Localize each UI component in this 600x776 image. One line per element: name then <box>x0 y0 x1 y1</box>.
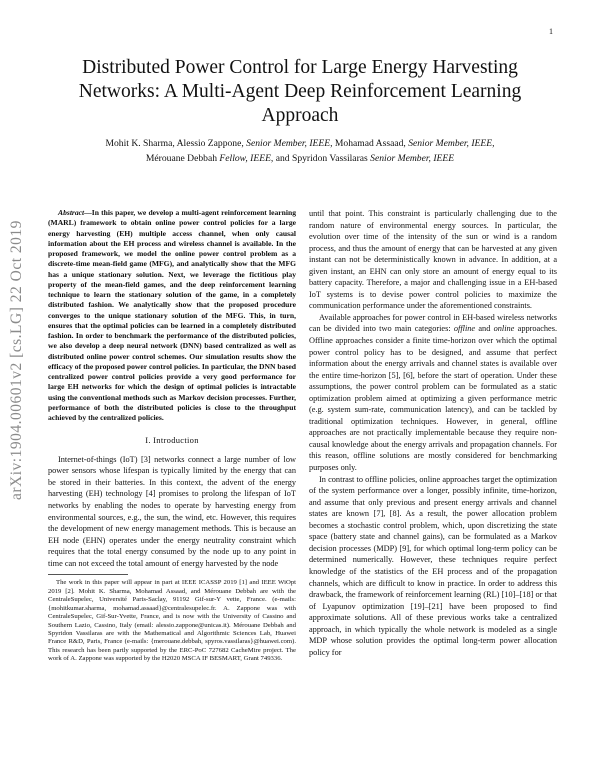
author-affil-2: Senior Member, IEEE, <box>408 138 495 149</box>
right-column <box>309 208 557 658</box>
page-number: 1 <box>549 27 553 36</box>
intro-paragraph-1: Internet-of-things (IoT) [3] networks connect a large number of low power sensors whose lifespan is typically limited by the energy that can be stored in their batteries. In this context, the advent of the energy harvesting (EH) technology [4] promises to prolong the lifespan of IoT networks by enabling the nodes to operate by harvesting energy from environmental sources, e.g., the sun, the wind, etc. However, this requires the development of new energy management methods. This is because an EH node (EHN) operates under the energy neutrality constraint which requires that the total energy consumed by the node up to any point in time can not exceed the total amount of energy harvested by the node <box>48 454 296 568</box>
abstract-lead: Abstract <box>58 208 85 217</box>
footnote-divider <box>48 574 128 575</box>
section-heading-introduction: I. Introduction <box>145 435 199 446</box>
right-paragraph-3: In contrast to offline policies, online approaches target the optimization of the system performance over a longer, possibly infinite, time-horizon, and assume that only previous and present energy arrivals and channel states are known [7], [8]. As a result, the power allocation problem becomes a stochastic control problem, which, upon discretizing the state space (battery state and channel gains), can be formulated as a Markov decision processes (MDP) [9], for which optimal long-term policy can be determined numerically. However, these techniques require perfect knowledge of the statistics of the EH process and of the propagation channels, which are difficult to know in practice. In order to address this drawback, the framework of reinforcement learning (RL) [10]–[18] or that of Lyapunov optimization [19]–[21] have been proposed to find approximate solutions. All of these previous works take a centralized approach, in which typically the whole network is modeled as a single MDP whose solution provides the optimal long-term power allocation policy for <box>309 474 557 657</box>
abstract <box>48 208 296 423</box>
p2-start: Available approaches for power control in EH-based wireless networks can be divided into two main categories: <box>309 312 557 334</box>
author-affil-3: Fellow, IEEE, <box>219 153 274 164</box>
abstract-body: —In this paper, we develop a multi-agent reinforcement learning (MARL) framework to obtain online power control policies for a large energy harvesting (EH) multiple access channel, when only causal information about the EH process and wireless channel is available. In the proposed framework, we model the online power control problem as a discrete-time mean-field game (MFG), and analytically show that the MFG has a unique stationary solution. Next, we leverage the fictitious play property of the mean-field games, and the deep reinforcement learning technique to learn the stationary solution of the game, in a completely distributed fashion. We analytically show that the proposed procedure converges to the unique stationary solution of the MFG. This, in turn, ensures that the optimal policies can be learned in a completely distributed fashion. In order to benchmark the performance of the distributed policies, we also develop a deep neural network (DNN) based centralized as well as distributed online power control schemes. Our simulation results show the efficacy of the proposed power control policies. In particular, the DNN based centralized power control policies provide a very good performance for large EH networks for which the design of optimal policies is intractable using the conventional methods such as Markov decision processes. Further, performance of both the distributed policies is close to the throughput achieved by the centralized policies. <box>48 208 296 422</box>
arxiv-stamp-text: arXiv:1904.00601v2 [cs.LG] 22 Oct 2019 <box>8 220 25 500</box>
author-names-2: Mohamad Assaad, <box>334 138 406 149</box>
p2-online: online <box>493 324 515 334</box>
right-paragraph-2 <box>309 312 557 474</box>
author-affil-4: Senior Member, IEEE <box>370 153 455 164</box>
author-block <box>40 136 560 166</box>
p2-and: and <box>478 324 491 334</box>
left-column <box>48 208 296 664</box>
author-names-1: Mohit K. Sharma, Alessio Zappone, <box>105 138 244 149</box>
author-names-4: and Spyridon Vassilaras <box>275 153 368 164</box>
right-paragraph-1: until that point. This constraint is particularly challenging due to the random nature of environmental energy sources. In particular, the evolution over time of the intensity of the sun or wind is a random process, and thus the amount of energy that can be harvested at any given instant can not be deterministically known in advance. In addition, at a given instant, an EHN can only store an amount of energy equal to its battery capacity. Therefore, a major and challenging issue in a EH-based IoT systems is to devise power control policies to maximize the communication performance under the aforementioned constraints. <box>309 209 557 311</box>
author-names-3: Mérouane Debbah <box>145 153 218 164</box>
footnote: The work in this paper will appear in part at IEEE ICASSP 2019 [1] and IEEE WiOpt 2019 [2]. Mohit K. Sharma, Mohamad Assaad, and Mérouane Debbah are with the CentraleSupelec, Université Paris-Saclay, 91192 Gif-sur-Y vette, France. (e-mails: {mohitkumar.sharma, mohamad.assaad}@centralesupelec.fr. A. Zappone was with CentraleSupelec, Gif-Sur-Yvette, France, and is now with the University of Cassino and Southern Lazio, Cassino, Italy (email: alessio.zappone@unicas.it). Mérouane Debbah and Spyridon Vassilaras are with the Mathematical and Algorithmic Sciences Lab, Huawei France R&D, Paris, France (e-mails: {merouane.debbah, spyros.vassilaras}@huawei.com). This research has been partly supported by the ERC-PoC 727682 CacheMire project. The work of A. Zappone was supported by the H2020 MSCA IF BESMART, Grant 749336. <box>48 579 296 663</box>
author-line-1 <box>40 136 560 151</box>
p2-rest: approaches. Offline approaches consider a finite time-horizon over which the optimal power control policy has to be designed, and assume that perfect information about the energy arrivals and channel states is available over the entire time-horizon [5], [6], before the start of operation. Under these assumptions, the power control problem can be formulated as a static optimization problem aimed at optimizing a given performance metric (e.g. system sum-rate, communication latency), and can be tackled by traditional optimization techniques. However, in general, offline approaches are not practically implementable because they require non-causal knowledge about the energy arrivals and propagation channels. For this reason, offline solutions are mostly considered for benchmarking purposes only. <box>309 324 558 473</box>
author-line-2 <box>40 151 560 166</box>
p2-offline: offline <box>453 324 476 334</box>
author-affil-1: Senior Member, IEEE, <box>246 138 333 149</box>
paper-title: Distributed Power Control for Large Energy Harvesting Networks: A Multi-Agent Deep Reinforcement Learning Approach <box>78 57 522 126</box>
